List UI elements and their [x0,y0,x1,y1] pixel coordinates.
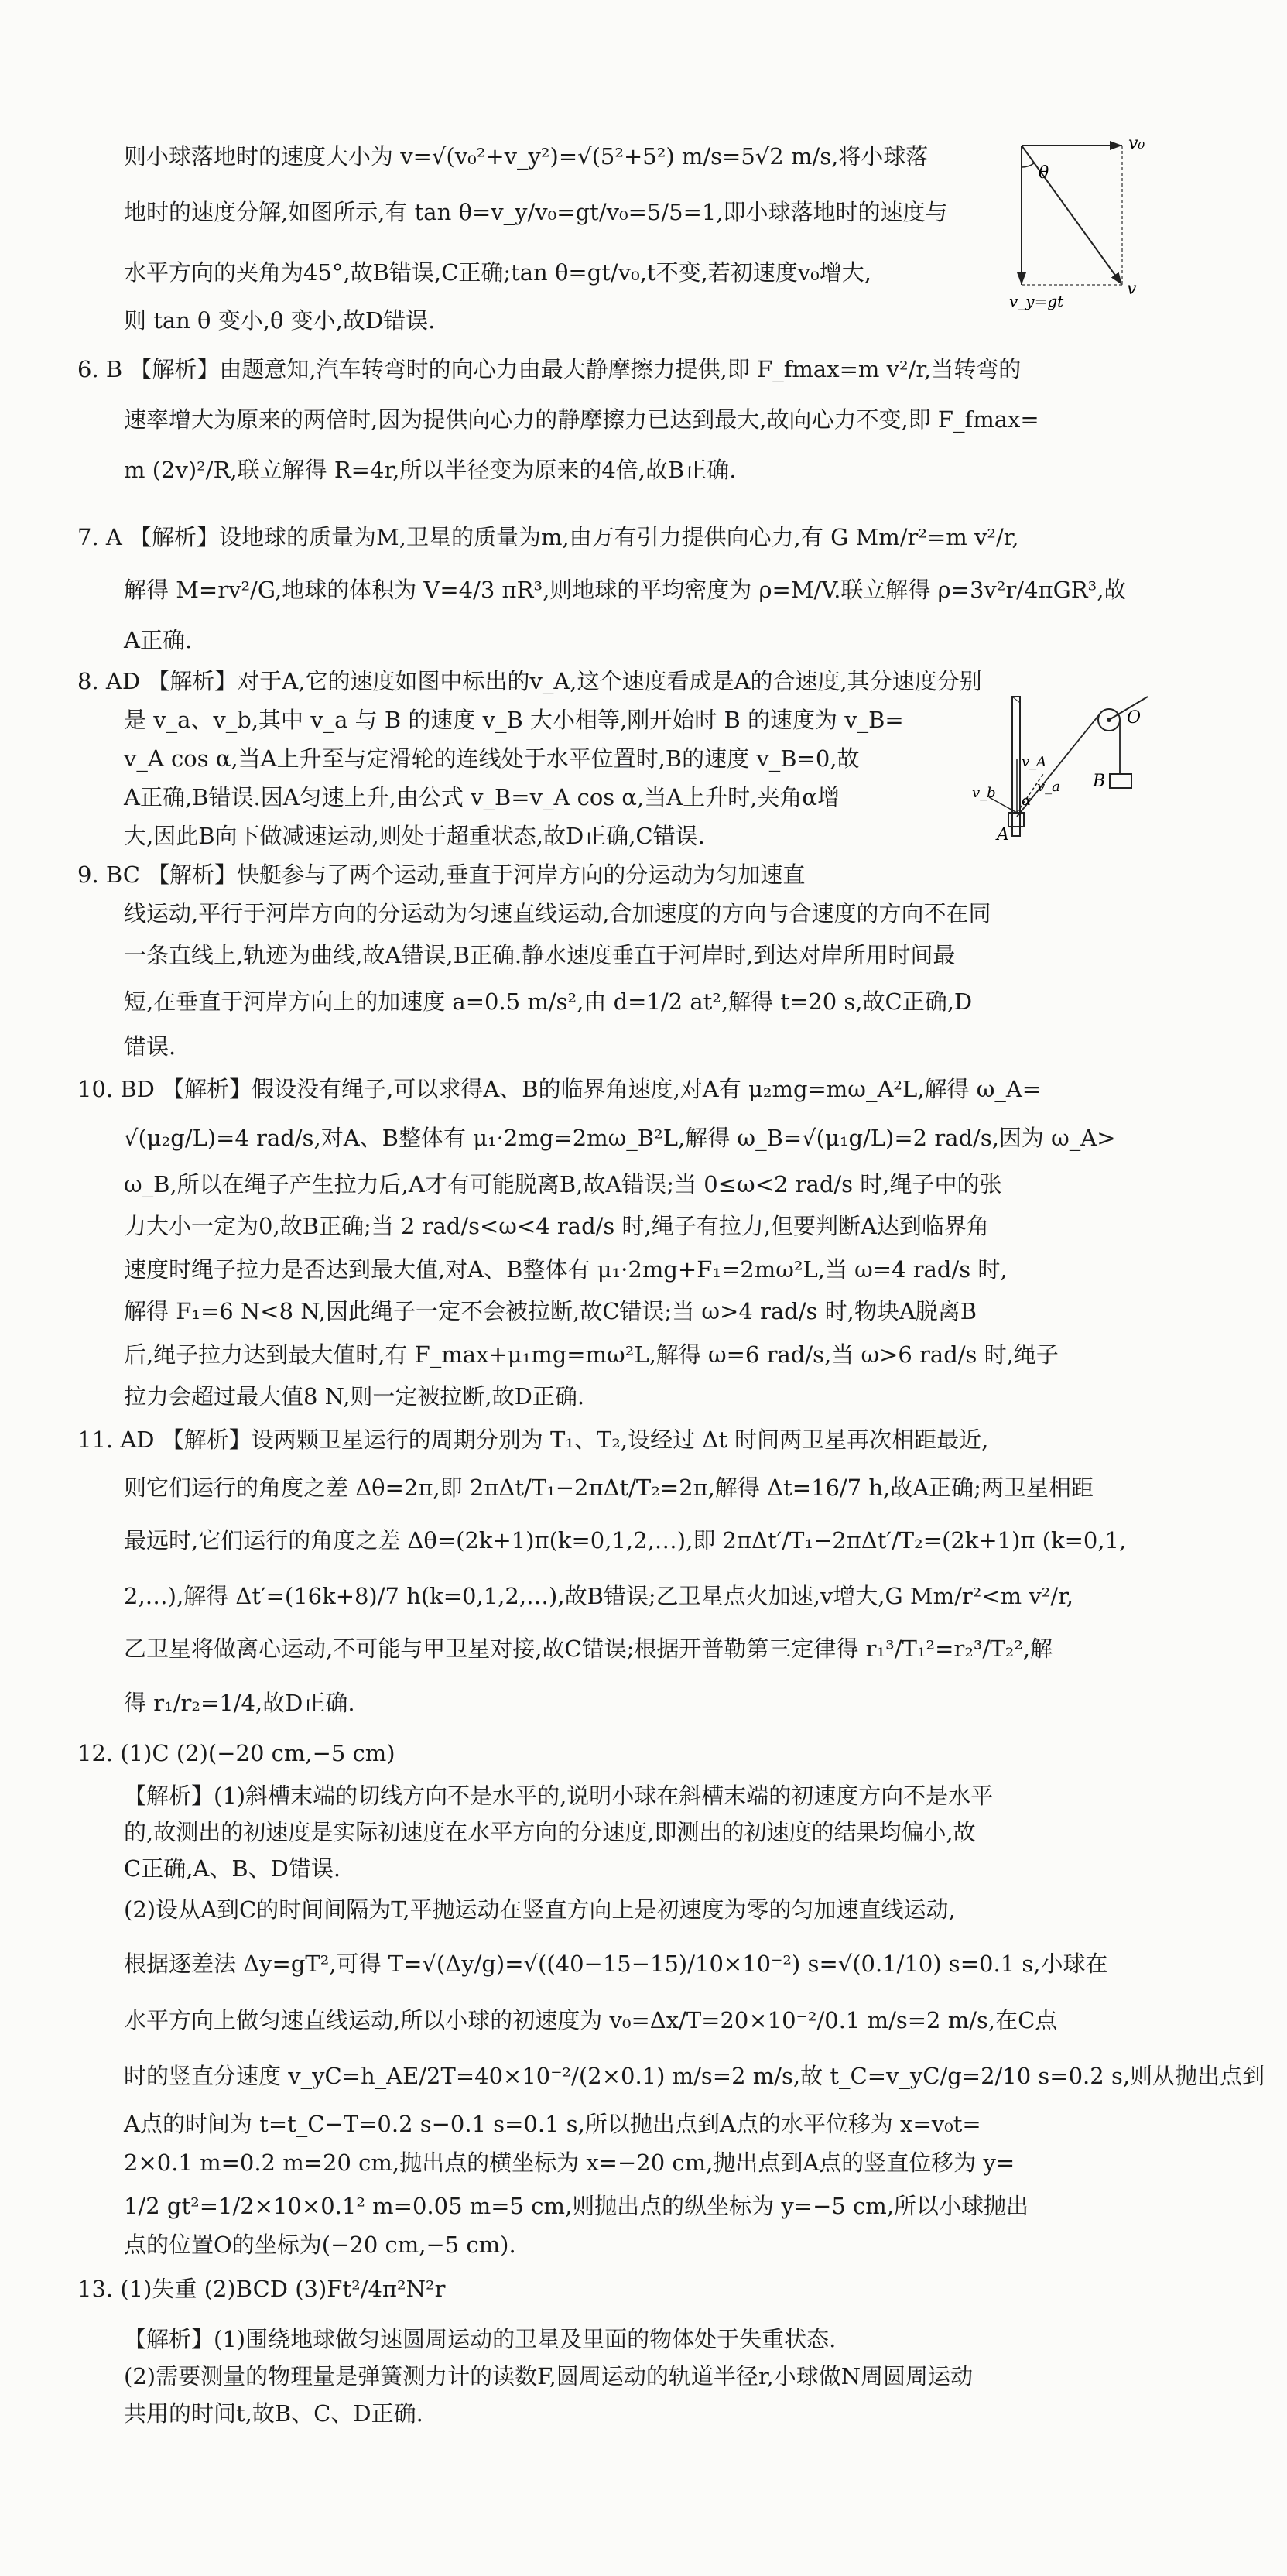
text-line: 一条直线上,轨迹为曲线,故A错误,B正确.静水速度垂直于河岸时,到达对岸所用时间最 [124,942,956,968]
text-line: 得 r₁/r₂=1/4,故D正确. [124,1690,355,1716]
fig1-label-vy: v_y=gt [1009,292,1064,310]
pulley-figure [966,689,1159,844]
text-line: 短,在垂直于河岸方向上的加速度 a=0.5 m/s²,由 d=1/2 at²,解得 t=20 s,故C正确,D [124,988,973,1015]
text-line: 时的竖直分速度 v_yC=h_AE/2T=40×10⁻²/(2×0.1) m/s=2 m/s,故 t_C=v_yC/g=2/10 s=0.2 s,则从抛出点到 [124,2063,1265,2089]
text-line: 大,因此B向下做减速运动,则处于超重状态,故D正确,C错误. [124,823,705,849]
text-line: 速率增大为原来的两倍时,因为提供向心力的静摩擦力已达到最大,故向心力不变,即 F_fmax= [124,406,1039,433]
text-line: v_A cos α,当A上升至与定滑轮的连线处于水平位置时,B的速度 v_B=0,故 [124,745,860,772]
text-line: 解得 F₁=6 N<8 N,因此绳子一定不会被拉断,故C错误;当 ω>4 rad/s 时,物块A脱离B [124,1298,977,1324]
text-line: A正确. [124,627,193,653]
text-line: 后,绳子拉力达到最大值时,有 F_max+μ₁mg=mω²L,解得 ω=6 rad/s,当 ω>6 rad/s 时,绳子 [124,1341,1059,1368]
text-line: 乙卫星将做离心运动,不可能与甲卫星对接,故C错误;根据开普勒第三定律得 r₁³/T₁²=r₂³/T₂²,解 [124,1636,1053,1662]
text-line: 则 tan θ 变小,θ 变小,故D错误. [124,307,436,334]
answer-12-line: 12. (1)C (2)(−20 cm,−5 cm) [77,1740,395,1766]
velocity-decomposition-figure [1006,130,1161,316]
answer-10-line: 10. BD 【解析】假设没有绳子,可以求得A、B的临界角速度,对A有 μ₂mg=mω_A²L,解得 ω_A= [77,1076,1042,1102]
answer-6-line: 6. B 【解析】由题意知,汽车转弯时的向心力由最大静摩擦力提供,即 F_fmax=m v²/r,当转弯的 [77,356,1022,382]
text-line: 最远时,它们运行的角度之差 Δθ=(2k+1)π(k=0,1,2,…),即 2πΔt′/T₁−2πΔt′/T₂=(2k+1)π (k=0,1, [124,1527,1127,1553]
answer-9-line: 9. BC 【解析】快艇参与了两个运动,垂直于河岸方向的分运动为匀加速直 [77,862,806,888]
answer-8-line: 8. AD 【解析】对于A,它的速度如图中标出的v_A,这个速度看成是A的合速度,其分速度分别 [77,668,982,694]
text-line: 速度时绳子拉力是否达到最大值,对A、B整体有 μ₁·2mg+F₁=2mω²L,当 ω=4 rad/s 时, [124,1256,1008,1283]
fig2-label-B: B [1093,772,1106,791]
text-line: 的,故测出的初速度是实际初速度在水平方向的分速度,即测出的初速度的结果均偏小,故 [124,1819,976,1845]
text-line: 2,…),解得 Δt′=(16k+8)/7 h(k=0,1,2,…),故B错误;乙卫星点火加速,v增大,G Mm/r²<m v²/r, [124,1583,1074,1609]
text-line: 水平方向上做匀速直线运动,所以小球的初速度为 v₀=Δx/T=20×10⁻²/0.1 m/s=2 m/s,在C点 [124,2007,1058,2033]
text-line: 解得 M=rv²/G,地球的体积为 V=4/3 πR³,则地球的平均密度为 ρ=M/V.联立解得 ρ=3v²r/4πGR³,故 [124,577,1127,603]
text-line: 地时的速度分解,如图所示,有 tan θ=v_y/v₀=gt/v₀=5/5=1,即小球落地时的速度与 [124,199,948,225]
fig2-label-vb: v_b [972,785,996,801]
answer-11-line: 11. AD 【解析】设两颗卫星运行的周期分别为 T₁、T₂,设经过 Δt 时间两卫星再次相距最近, [77,1427,989,1453]
text-line: 是 v_a、v_b,其中 v_a 与 B 的速度 v_B 大小相等,刚开始时 B 的速度为 v_B= [124,707,904,733]
fig2-label-O: O [1127,708,1142,728]
text-line: m (2v)²/R,联立解得 R=4r,所以半径变为原来的4倍,故B正确. [124,457,737,483]
text-line: (2)需要测量的物理量是弹簧测力计的读数F,圆周运动的轨道半径r,小球做N周圆周运动 [124,2363,974,2389]
text-line: 错误. [124,1033,176,1060]
text-line: 【解析】(1)斜槽末端的切线方向不是水平的,说明小球在斜槽末端的初速度方向不是水平 [124,1783,994,1809]
fig2-label-alpha: α [1022,793,1032,809]
answer-7-line: 7. A 【解析】设地球的质量为M,卫星的质量为m,由万有引力提供向心力,有 G Mm/r²=m v²/r, [77,524,1019,550]
text-line: √(μ₂g/L)=4 rad/s,对A、B整体有 μ₁·2mg=2mω_B²L,解得 ω_B=√(μ₁g/L)=2 rad/s,因为 ω_A> [124,1125,1116,1151]
text-line: 则小球落地时的速度大小为 v=√(v₀²+v_y²)=√(5²+5²) m/s=5√2 m/s,将小球落 [124,143,929,170]
text-line: A点的时间为 t=t_C−T=0.2 s−0.1 s=0.1 s,所以抛出点到A点的水平位移为 x=v₀t= [124,2111,981,2137]
text-line: (2)设从A到C的时间间隔为T,平抛运动在竖直方向上是初速度为零的匀加速直线运动, [124,1896,956,1923]
text-line: C正确,A、B、D错误. [124,1855,341,1882]
fig2-label-va: v_a [1037,779,1060,795]
text-line: 2×0.1 m=0.2 m=20 cm,抛出点的横坐标为 x=−20 cm,抛出点到A点的竖直位移为 y= [124,2150,1015,2176]
text-line: 拉力会超过最大值8 N,则一定被拉断,故D正确. [124,1383,585,1410]
text-line: 共用的时间t,故B、C、D正确. [124,2400,423,2427]
fig2-label-vA: v_A [1022,754,1047,770]
text-line: 1/2 gt²=1/2×10×0.1² m=0.05 m=5 cm,则抛出点的纵坐标为 y=−5 cm,所以小球抛出 [124,2193,1029,2219]
text-line: 则它们运行的角度之差 Δθ=2π,即 2πΔt/T₁−2πΔt/T₂=2π,解得 Δt=16/7 h,故A正确;两卫星相距 [124,1475,1094,1501]
text-line: 力大小一定为0,故B正确;当 2 rad/s<ω<4 rad/s 时,绳子有拉力,但要判断A达到临界角 [124,1213,989,1239]
text-line: 根据逐差法 Δy=gT²,可得 T=√(Δy/g)=√((40−15−15)/10×10⁻²) s=√(0.1/10) s=0.1 s,小球在 [124,1951,1108,1977]
fig2-label-A: A [997,825,1009,844]
fig1-label-v: v [1127,279,1137,299]
fig1-label-v0: v₀ [1128,134,1145,153]
text-line: ω_B,所以在绳子产生拉力后,A才有可能脱离B,故A错误;当 0≤ω<2 rad/s 时,绳子中的张 [124,1171,1002,1197]
fig1-label-theta: θ [1039,163,1049,183]
text-line: 【解析】(1)围绕地球做匀速圆周运动的卫星及里面的物体处于失重状态. [124,2326,837,2352]
text-line: 水平方向的夹角为45°,故B错误,C正确;tan θ=gt/v₀,t不变,若初速度v₀增大, [124,259,872,286]
text-line: A正确,B错误.因A匀速上升,由公式 v_B=v_A cos α,当A上升时,夹角α增 [124,784,840,810]
text-line: 点的位置O的坐标为(−20 cm,−5 cm). [124,2232,516,2258]
text-line: 线运动,平行于河岸方向的分运动为匀速直线运动,合加速度的方向与合速度的方向不在同 [124,900,991,927]
answer-13-line: 13. (1)失重 (2)BCD (3)Ft²/4π²N²r [77,2276,446,2302]
